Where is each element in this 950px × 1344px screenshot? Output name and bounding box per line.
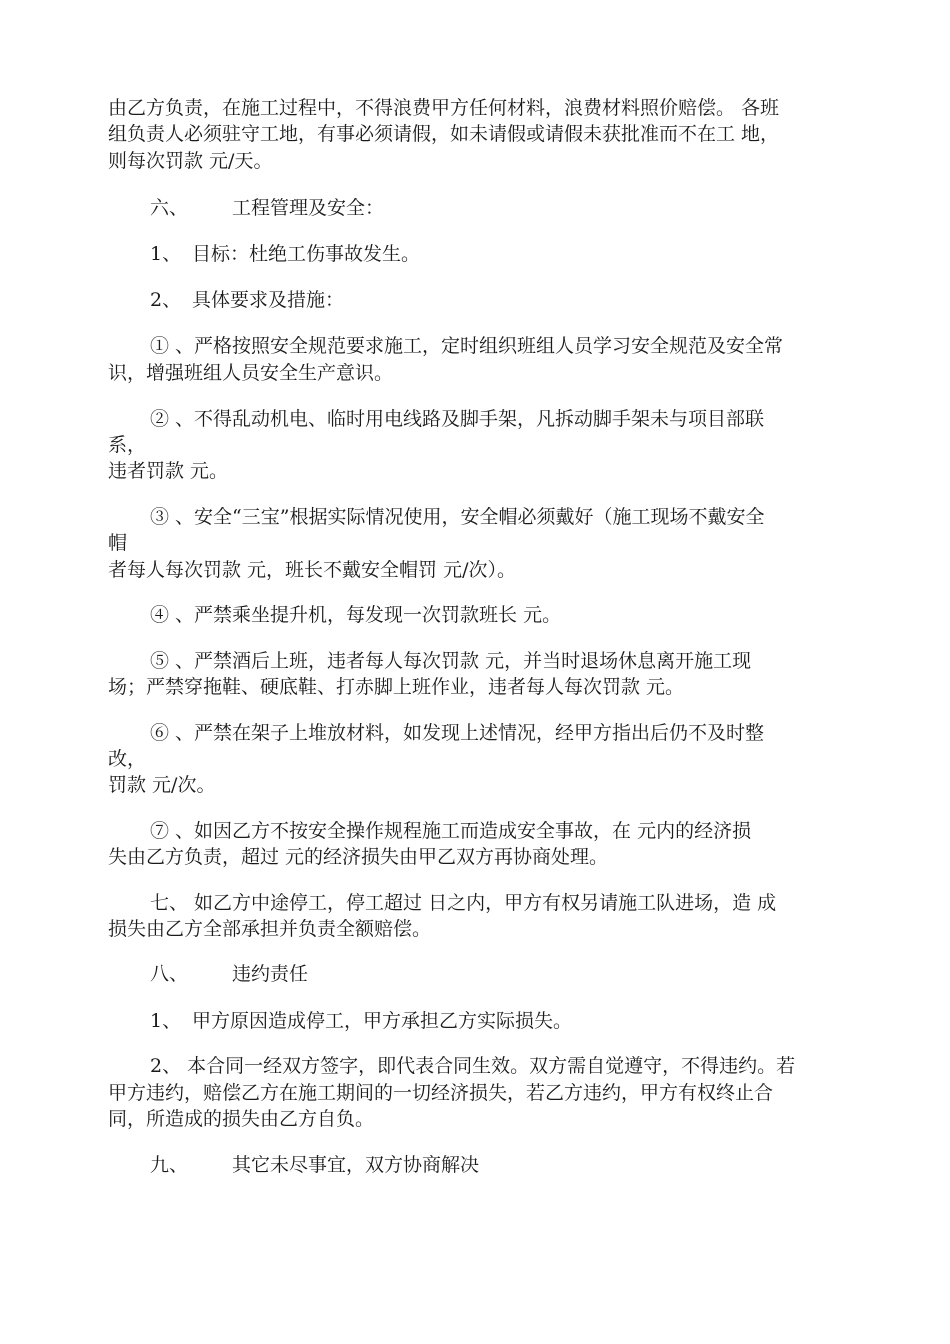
section-title: 其它未尽事宜，双方协商解决 [232,1154,480,1176]
text-line: ④ 、严禁乘坐提升机，每发现一次罚款班长 元。 [150,604,562,626]
text-line: 系， [108,434,147,456]
text-line: 者每人每次罚款 元，班长不戴安全帽罚 元/次）。 [108,559,516,581]
text-line: 改， [108,748,147,770]
text-line: 七、 如乙方中途停工，停工超过 日之内，甲方有权另请施工队进场，造 成 [150,892,777,914]
text-line: 帽 [108,532,128,554]
text-line: 违者罚款 元。 [108,460,229,482]
text-line: 损失由乙方全部承担并负责全额赔偿。 [108,918,432,940]
text-line: ③ 、安全“三宝”根据实际情况使用，安全帽必须戴好（施工现场不戴安全 [150,506,765,528]
text-line: ① 、严格按照安全规范要求施工，定时组织班组人员学习安全规范及安全常 [150,335,784,357]
text-line: 由乙方负责，在施工过程中，不得浪费甲方任何材料，浪费材料照价赔偿。 各班 [108,97,780,119]
text-line: 场；严禁穿拖鞋、硬底鞋、打赤脚上班作业，违者每人每次罚款 元。 [108,676,685,698]
section-number: 九、 [150,1154,189,1176]
text-line: 甲方违约，赔偿乙方在施工期间的一切经济损失，若乙方违约，甲方有权终止合 [108,1082,774,1104]
section-title: 工程管理及安全： [232,197,385,219]
text-line: 罚款 元/次。 [108,774,216,796]
text-line: 失由乙方负责，超过 元的经济损失由甲乙双方再协商处理。 [108,846,609,868]
text-line: ⑥ 、严禁在架子上堆放材料，如发现上述情况，经甲方指出后仍不及时整 [150,722,765,744]
text-line: 则每次罚款 元/天。 [108,150,273,172]
text-line: 同，所造成的损失由乙方自负。 [108,1108,375,1130]
text-line: ⑦ 、如因乙方不按安全操作规程施工而造成安全事故，在 元内的经济损 [150,820,752,842]
item-text: 甲方原因造成停工，甲方承担乙方实际损失。 [192,1010,573,1032]
text-line: 2、 本合同一经双方签字，即代表合同生效。双方需自觉遵守，不得违约。若 [150,1055,796,1077]
text-line: ② 、不得乱动机电、临时用电线路及脚手架，凡拆动脚手架未与项目部联 [150,408,765,430]
text-line: 组负责人必须驻守工地，有事必须请假，如未请假或请假未获批准而不在工 地， [108,123,780,145]
section-number: 八、 [150,963,189,985]
item-number: 1、 [150,243,182,265]
text-line: ⑤ 、严禁酒后上班，违者每人每次罚款 元，并当时退场休息离开施工现 [150,650,752,672]
item-text: 目标：杜绝工伤事故发生。 [192,243,421,265]
item-number: 1、 [150,1010,182,1032]
text-line: 识，增强班组人员安全生产意识。 [108,362,394,384]
section-number: 六、 [150,197,189,219]
item-text: 具体要求及措施： [192,289,345,311]
item-number: 2、 [150,289,182,311]
section-title: 违约责任 [232,963,309,985]
